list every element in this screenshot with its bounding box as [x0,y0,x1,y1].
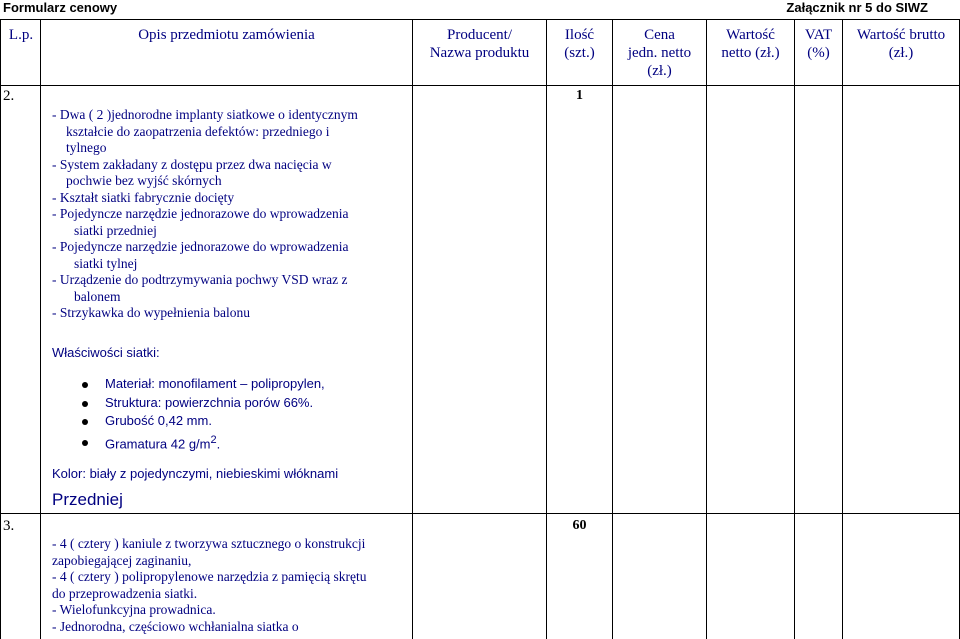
property-material: Materiał: monofilament – polipropylen, [105,376,325,391]
col-header-producer: Producent/ Nazwa produktu [429,27,530,61]
quantity-value: 1 [576,88,583,103]
quantity-value: 60 [572,518,587,533]
description-line: - Urządzenie do podtrzymywania pochwy VSD wraz z [52,272,348,287]
description-line: - Kształt siatki fabrycznie docięty [52,189,235,205]
form-title: Formularz cenowy [3,0,118,15]
description-line: tylnego [66,140,107,155]
description-line: - Wielofunkcyjna prowadnica. [52,602,216,617]
property-thickness: Grubość 0,42 mm. [105,413,212,428]
column-divider [546,19,547,639]
col-header-description: Opis przedmiotu zamówienia [138,27,315,43]
description-line: - Strzykawka do wypełnienia balonu [52,305,250,320]
column-divider [706,19,707,639]
description-line: balonem [74,288,121,304]
description-line: siatki tylnej [74,255,138,271]
color-note: Kolor: biały z pojedynczymi, niebieskimi włóknami [52,466,339,481]
column-divider [612,19,613,639]
item-description [52,536,412,635]
description-line: do przeprowadzenia siatki. [52,585,198,601]
description-line: - Dwa ( 2 )jednorodne implanty siatkowe o identycznym [52,107,358,122]
description-line: - 4 ( cztery ) polipropylenowe narzędzia z pamięcią skrętu [52,569,367,584]
description-line: - Pojedyncze narzędzie jednorazowe do wprowadzenia [52,239,349,254]
header-row-divider [0,85,960,86]
row-number: 2. [3,88,15,104]
column-divider [794,19,795,639]
col-header-net-value: Wartość netto (zł.) [721,27,780,61]
variant-label: Przedniej [52,490,123,509]
description-line: siatki przedniej [74,222,157,238]
bullet-icon [82,440,88,446]
column-divider [412,19,413,639]
col-header-unit-price: Cena jedn. netto (zł.) [627,27,692,79]
col-header-gross-value: Wartość brutto (zł.) [856,27,946,61]
properties-label: Właściwości siatki: [52,345,160,360]
column-divider [40,19,41,639]
property-structure: Struktura: powierzchnia porów 66%. [105,395,314,410]
col-header-vat: VAT (%) [804,27,833,61]
row-divider [0,513,960,514]
attachment-label: Załącznik nr 5 do SIWZ [786,0,928,15]
col-header-quantity: Ilość (szt.) [564,27,595,61]
property-weight: Gramatura 42 $g/m^2$. [105,434,221,452]
bullet-icon [82,401,88,407]
description-line: kształcie do zaopatrzenia defektów: przedniego i [66,123,330,139]
description-line: - Jednorodna, częściowo wchłanialna siatka o [52,618,299,634]
description-line: zapobiegającej zaginaniu, [52,552,192,568]
description-line: - 4 ( cztery ) kaniule z tworzywa sztucznego o konstrukcji [52,536,366,551]
description-line: - Pojedyncze narzędzie jednorazowe do wprowadzenia [52,206,349,221]
row-number: 3. [3,518,15,534]
bullet-icon [82,382,88,388]
bullet-icon [82,419,88,425]
col-header-lp: L.p. [8,27,34,43]
item-description [52,107,412,322]
column-divider [842,19,843,639]
description-line: pochwie bez wyjść skórnych [66,173,222,188]
description-line: - System zakładany z dostępu przez dwa nacięcia w [52,156,332,172]
